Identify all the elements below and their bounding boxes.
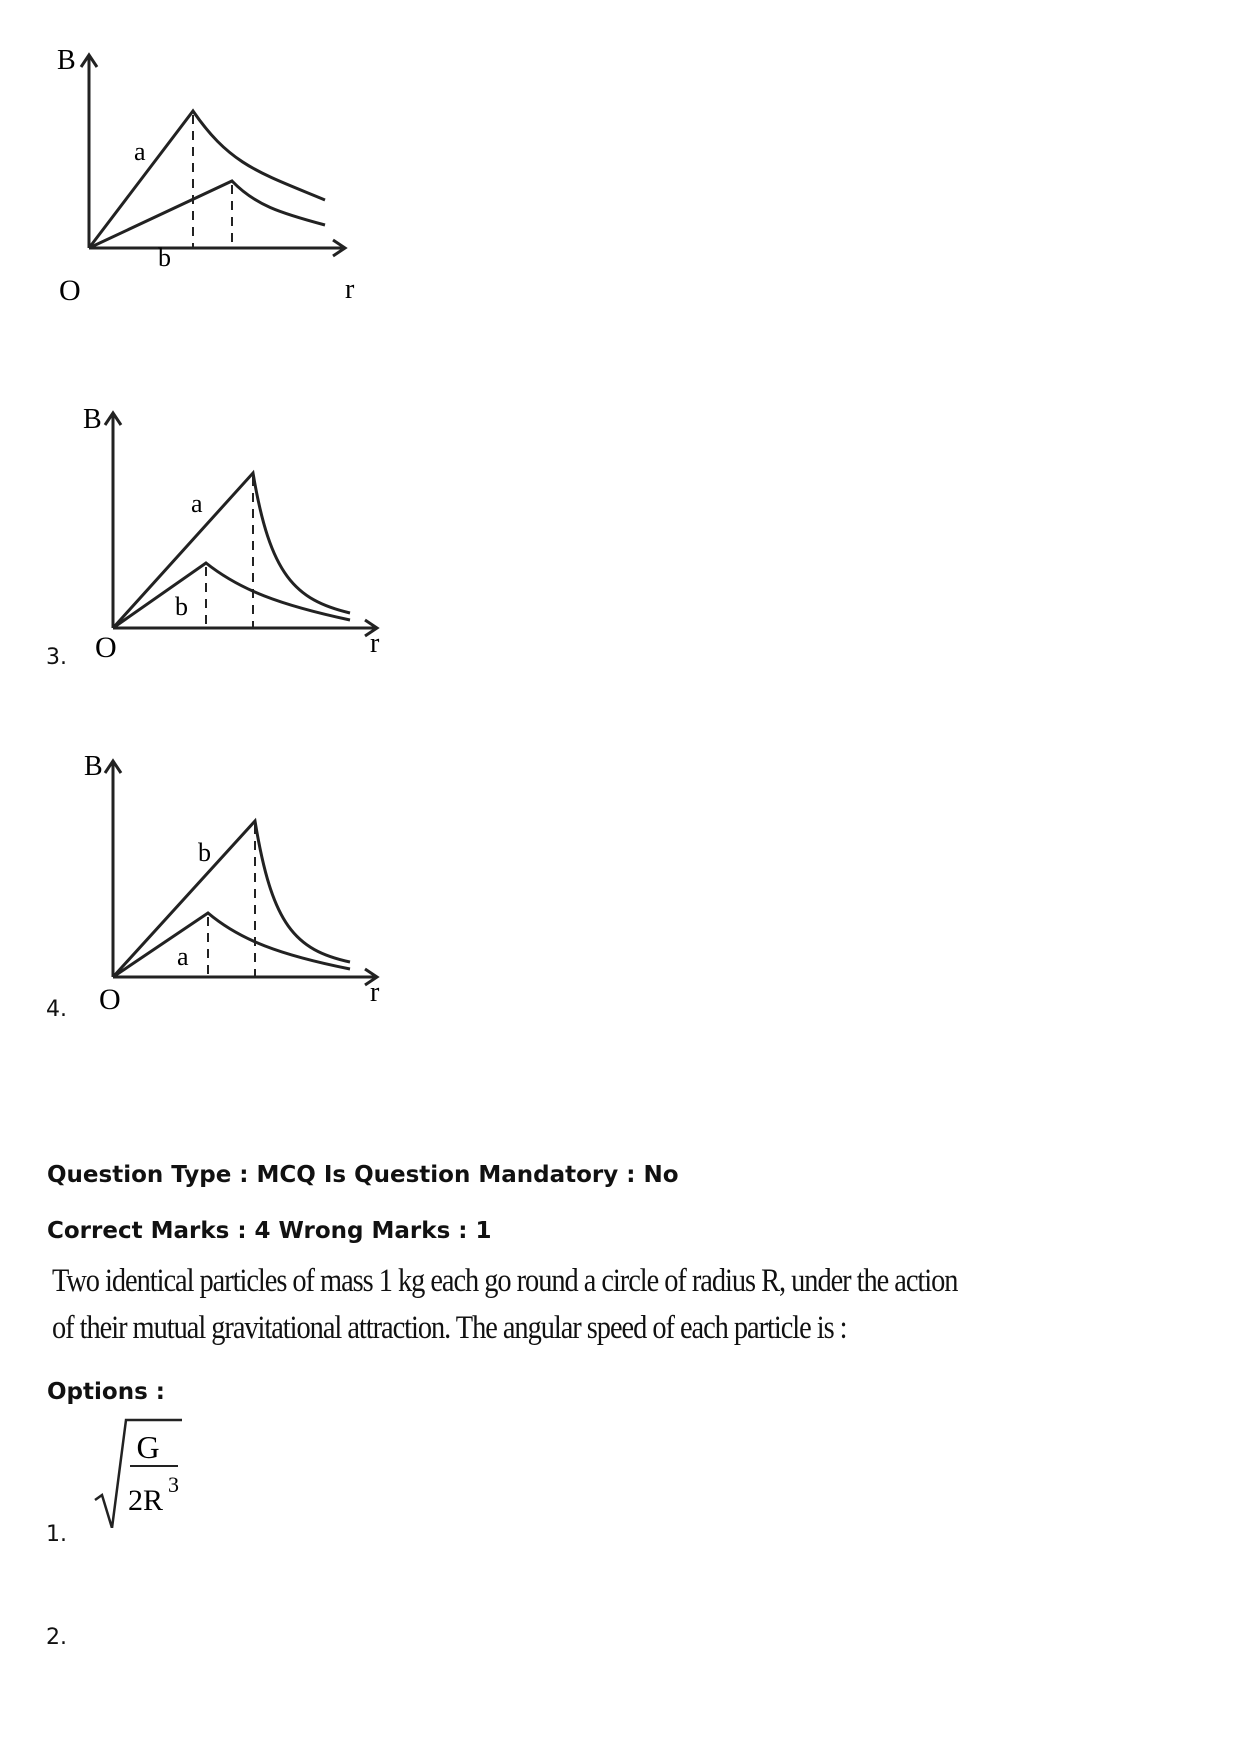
y-axis-label: B <box>84 751 103 782</box>
curve-b <box>89 181 325 248</box>
graph-option-4 <box>80 745 400 1015</box>
origin-label: O <box>59 274 81 307</box>
curve-b-label: b <box>158 243 171 272</box>
x-axis-label: r <box>370 628 380 659</box>
curve-a <box>113 913 350 977</box>
curve-b-label: b <box>175 592 188 621</box>
option-number: 3. <box>46 645 67 670</box>
graph-option-3 <box>80 395 400 665</box>
origin-label: O <box>99 983 121 1015</box>
question-text: Two identical particles of mass 1 kg each go round a circle of radius R, under the action of their mutual gravitational attraction. The angular speed of each particle is : <box>52 1263 958 1346</box>
option-number: 2. <box>46 1625 67 1650</box>
curve-a <box>89 111 325 248</box>
options-label: Options : <box>47 1379 165 1405</box>
curve-a-label: a <box>177 942 189 971</box>
curve-b-label: b <box>198 838 211 867</box>
curve-b <box>113 563 350 628</box>
y-axis-label: B <box>57 45 76 76</box>
option-number: 4. <box>46 997 67 1022</box>
curve-a-label: a <box>191 489 203 518</box>
numerator: G <box>136 1429 160 1465</box>
marks-line: Correct Marks : 4 Wrong Marks : 1 <box>47 1218 492 1244</box>
exponent: 3 <box>168 1472 179 1497</box>
curve-a-label: a <box>134 137 146 166</box>
origin-label: O <box>95 631 117 664</box>
x-axis-label: r <box>345 274 355 305</box>
option-number: 1. <box>46 1522 67 1547</box>
question-type-line: Question Type : MCQ Is Question Mandatory : No <box>47 1162 679 1188</box>
graph-top <box>55 45 375 315</box>
y-axis-label: B <box>83 404 102 435</box>
x-axis-label: r <box>370 977 380 1008</box>
denominator: 2R <box>128 1484 164 1517</box>
option-1-formula <box>90 1418 200 1532</box>
